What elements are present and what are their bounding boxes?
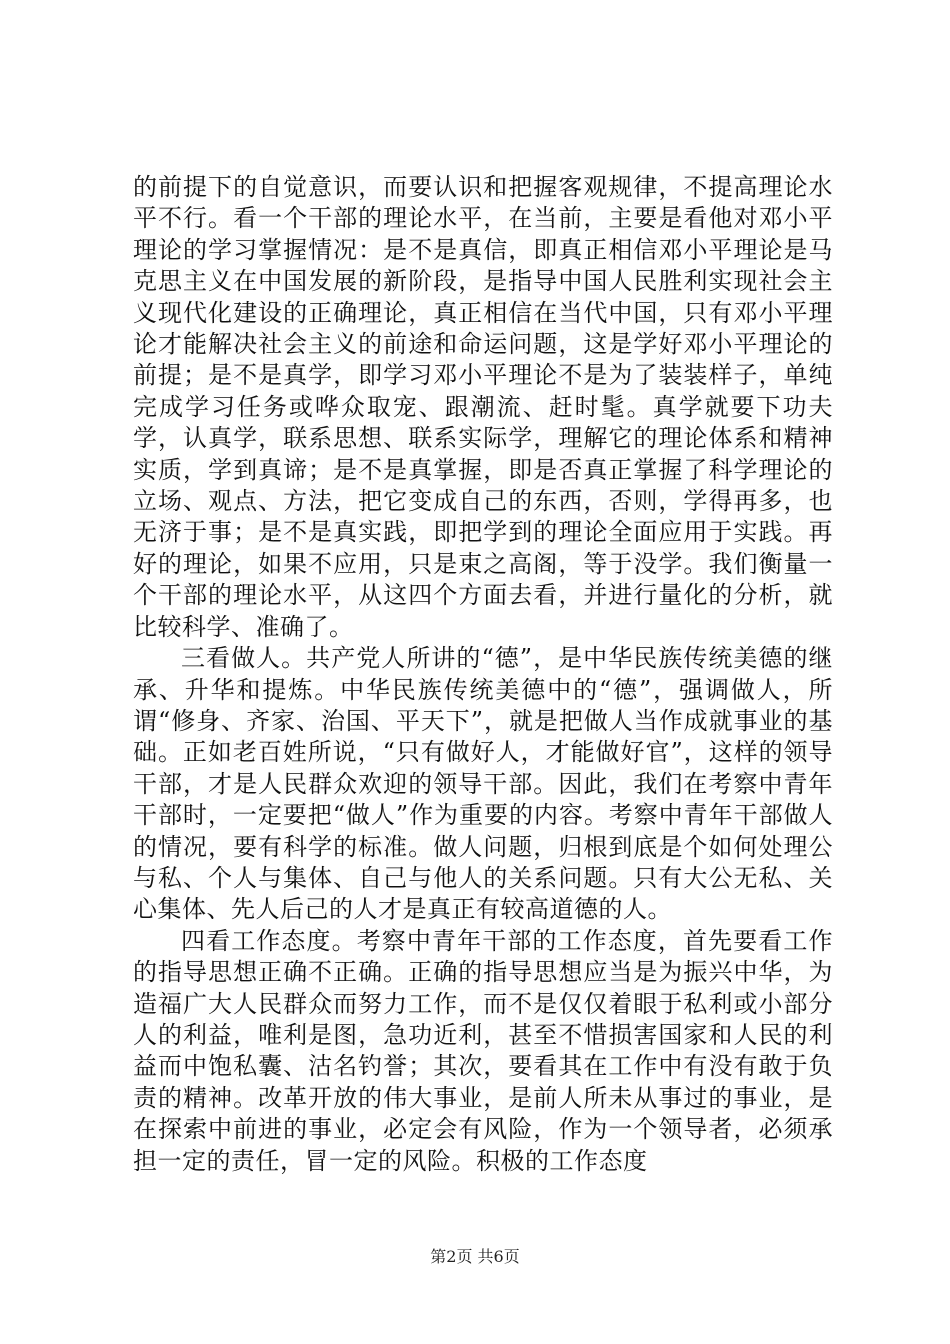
paragraph-theory-level: 的前提下的自觉意识，而要认识和把握客观规律，不提高理论水平不行。看一个干部的理论水平，在当前，主要是看他对邓小平理论的学习掌握情况：是不是真信，即真正相信邓小平理论是马克思主义在中国发展的新阶段，是指导中国人民胜利实现社会主义现代化建设的正确理论，真正相信在当代中国，只有邓小平理论才能解决社会主义的前途和命运问题，这是学好邓小平理论的前提；是不是真学，即学习邓小平理论不是为了装装样子，单纯完成学习任务或哗众取宠、跟潮流、赶时髦。真学就要下功夫学，认真学，联系思想、联系实际学，理解它的理论体系和精神实质，学到真谛；是不是真掌握，即是否真正掌握了科学理论的立场、观点、方法，把它变成自己的东西，否则，学得再多，也无济于事；是不是真实践，即把学到的理论全面应用于实践。再好的理论，如果不应用，只是束之高阁，等于没学。我们衡量一个干部的理论水平，从这四个方面去看，并进行量化的分析，就比较科学、准确了。 (133, 173, 833, 641)
paragraph-work-attitude: 四看工作态度。考察中青年干部的工作态度，首先要看工作的指导思想正确不正确。正确的指导思想应当是为振兴中华，为造福广大人民群众而努力工作，而不是仅仅着眼于私利或小部分人的利益，唯利是图，急功近利，甚至不惜损害国家和人民的利益而中饱私囊、沽名钓誉；其次，要看其在工作中有没有敢于负责的精神。改革开放的伟大事业，是前人所未从事过的事业，是在探索中前进的事业，必定会有风险，作为一个领导者，必须承担一定的责任，冒一定的风险。积极的工作态度 (133, 926, 833, 1175)
document-body (133, 172, 833, 1177)
paragraph-being-a-person: 三看做人。共产党人所讲的“德”，是中华民族传统美德的继承、升华和提炼。中华民族传统美德中的“德”，强调做人，所谓“修身、齐家、治国、平天下”，就是把做人当作成就事业的基础。正如老百姓所说，“只有做好人，才能做好官”，这样的领导干部，才是人民群众欢迎的领导干部。因此，我们在考察中青年干部时，一定要把“做人”作为重要的内容。考察中青年干部做人的情况，要有科学的标准。做人问题，归根到底是个如何处理公与私、个人与集体、自己与他人的关系问题。只有大公无私、关心集体、先人后己的人才是真正有较高道德的人。 (133, 644, 833, 924)
page-number-footer: 第2页 共6页 (430, 1247, 520, 1266)
